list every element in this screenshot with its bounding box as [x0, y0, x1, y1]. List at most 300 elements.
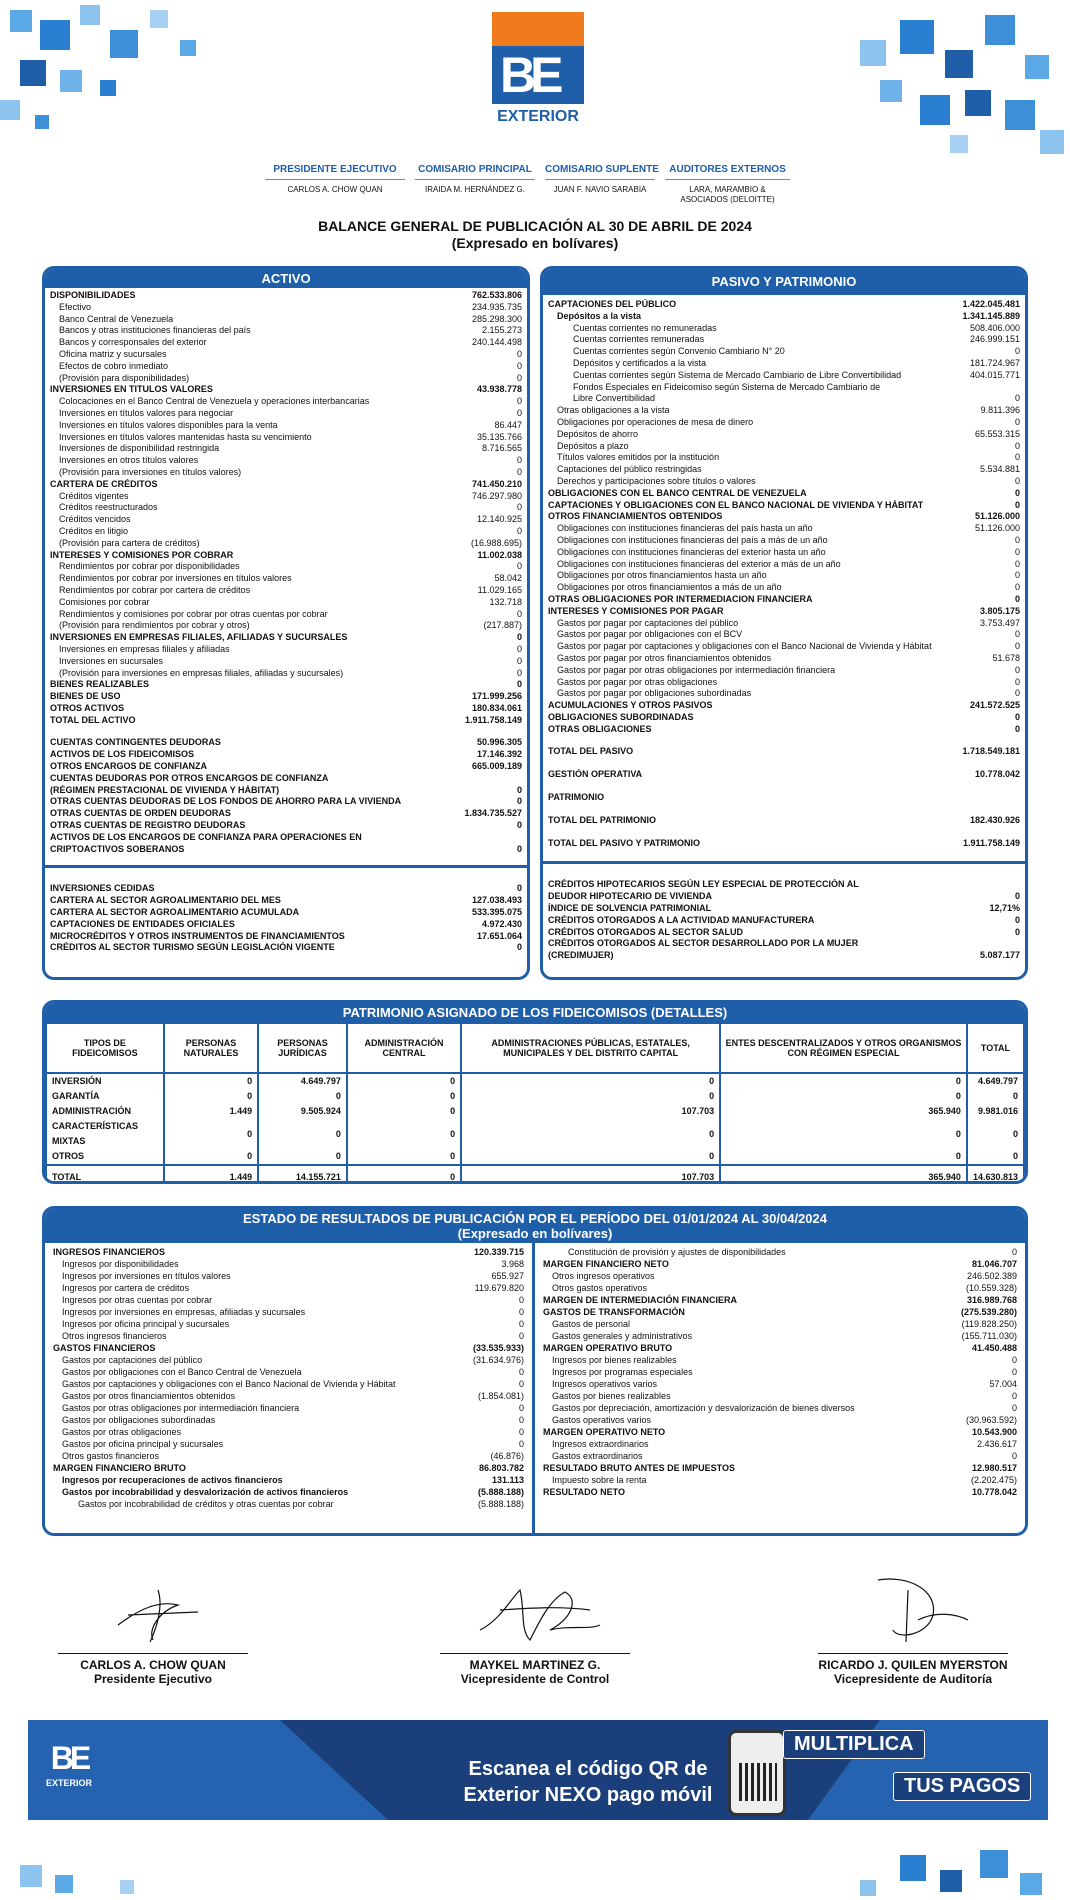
line-item [548, 606, 1020, 618]
line-item-value: 0 [1011, 1403, 1017, 1413]
line-item [50, 749, 522, 761]
column-header: ENTES DESCENTRALIZADOS Y OTROS ORGANISMOS CON RÉGIMEN ESPECIAL [720, 1023, 967, 1073]
line-item-value: 0 [518, 1427, 524, 1437]
line-item-value: 1.718.549.181 [962, 746, 1020, 757]
line-item-label: Cuentas corrientes según Sistema de Mercado Cambiario de Libre Convertibilidad [573, 369, 902, 380]
line-item-label: OBLIGACIONES CON EL BANCO CENTRAL DE VENEZUELA [548, 487, 807, 498]
table-cell: 0 [164, 1073, 258, 1089]
officer-name: IRAIDA M. HERNÁNDEZ G. [424, 185, 525, 194]
line-item-label: Otras obligaciones a la vista [557, 405, 670, 416]
officer-comisario-principal [415, 164, 535, 195]
column-header: ADMINISTRACIÓN CENTRAL [347, 1023, 461, 1073]
line-item-label: GASTOS DE TRANSFORMACIÓN [543, 1307, 685, 1317]
signature-1-name: CARLOS A. CHOW QUAN [80, 1658, 226, 1672]
line-item-label: Captaciones del público restringidas [557, 464, 702, 475]
line-item-value: 0 [1011, 1391, 1017, 1401]
line-item-value: 0 [516, 466, 522, 477]
line-item-label: Otros ingresos operativos [552, 1271, 655, 1281]
line-item-value: 0 [1014, 570, 1020, 581]
line-item-value: 0 [516, 372, 522, 383]
line-item-value: 5.087.177 [979, 950, 1020, 961]
column-header: PERSONAS JURÍDICAS [258, 1023, 347, 1073]
line-item-value: 0 [516, 883, 522, 894]
table-cell: 0 [164, 1149, 258, 1164]
line-item-value: (1.854.081) [477, 1391, 524, 1401]
line-item [50, 420, 522, 432]
line-item-label: Gastos por captaciones y obligaciones con el Banco Nacional de Vivienda y Hábitat [62, 1379, 396, 1389]
table-row [46, 1104, 1024, 1119]
line-item-label: BIENES DE USO [50, 691, 121, 702]
line-item-value: (16.988.695) [470, 537, 522, 548]
line-item-label: Obligaciones con instituciones financieras del exterior a más de un año [557, 558, 841, 569]
line-item-value: 0 [1014, 499, 1020, 510]
line-item [548, 511, 1020, 523]
line-item [543, 1402, 1017, 1414]
table-cell: 365.940 [720, 1104, 967, 1119]
table-cell: 4.649.797 [967, 1073, 1024, 1089]
line-item-label: Efectos de cobro inmediato [59, 360, 169, 371]
line-item-label: INGRESOS FINANCIEROS [53, 1247, 166, 1257]
line-item-label: (Provisión para rendimientos por cobrar y otros) [59, 620, 250, 631]
line-item-value: 58.042 [494, 573, 522, 584]
line-item [543, 1438, 1017, 1450]
line-item [50, 502, 522, 514]
line-item [548, 712, 1020, 724]
line-item [548, 915, 1020, 927]
line-item-value: 0 [1011, 1451, 1017, 1461]
line-item-label: OTRAS CUENTAS DE ORDEN DEUDORAS [50, 808, 231, 819]
line-item-value: 246.502.389 [966, 1271, 1017, 1281]
line-item-label: Colocaciones en el Banco Central de Venezuela y operaciones interbancarias [59, 396, 370, 407]
line-item [50, 844, 522, 856]
line-item-label: BIENES REALIZABLES [50, 679, 150, 690]
line-item-value: (275.539.280) [960, 1307, 1017, 1317]
line-item [50, 632, 522, 644]
line-item-value: 171.999.256 [471, 691, 522, 702]
line-item-label: Depósitos y certificados a la vista [573, 357, 707, 368]
line-item-value: 0 [516, 796, 522, 807]
line-item [53, 1474, 524, 1486]
line-item-label: Gastos por pagar por otros financiamientos obtenidos [557, 652, 772, 663]
line-item-label: Gastos por pagar por captaciones del público [557, 617, 739, 628]
signature-3 [818, 1570, 1008, 1686]
line-item-label: Gastos por incobrabilidad de créditos y otras cuentas por cobrar [78, 1499, 334, 1509]
line-item-value: 0 [516, 348, 522, 359]
line-item-label: Ingresos por cartera de créditos [62, 1283, 190, 1293]
line-item-value: 0 [516, 561, 522, 572]
line-item-label: Gastos de personal [552, 1319, 631, 1329]
line-item-label: OBLIGACIONES SUBORDINADAS [548, 711, 694, 722]
line-item-value: 0 [1011, 1247, 1017, 1257]
line-item-value: 57.004 [989, 1379, 1017, 1389]
line-item-value: 5.534.881 [979, 464, 1020, 475]
line-item-label: CUENTAS CONTINGENTES DEUDORAS [50, 737, 221, 748]
qr-code-icon [739, 1763, 777, 1801]
line-item-value: 0 [516, 643, 522, 654]
pasivo-rows [543, 297, 1025, 851]
line-item-value: 0 [1014, 534, 1020, 545]
line-item [543, 1414, 1017, 1426]
line-item [548, 523, 1020, 535]
line-item [548, 464, 1020, 476]
table-cell: 0 [164, 1119, 258, 1149]
line-item-value: (217.887) [483, 620, 522, 631]
line-item [50, 455, 522, 467]
line-item-value: 0 [516, 525, 522, 536]
officer-role: COMISARIO SUPLENTE [545, 164, 655, 180]
line-item-label: Gastos por bienes realizables [552, 1391, 671, 1401]
table-cell: 4.649.797 [258, 1073, 347, 1089]
table-cell: 0 [720, 1073, 967, 1089]
line-item-label: PATRIMONIO [548, 792, 605, 803]
line-item [53, 1366, 524, 1378]
signature-1-scribble [58, 1570, 248, 1648]
line-item [548, 441, 1020, 453]
line-item-value: 0 [1014, 440, 1020, 451]
line-item-value: 41.450.488 [971, 1343, 1017, 1353]
line-item [548, 488, 1020, 500]
line-item-value: 0 [1014, 593, 1020, 604]
line-item-value: 43.938.778 [476, 384, 522, 395]
line-item [548, 641, 1020, 653]
officer-role: COMISARIO PRINCIPAL [415, 164, 535, 180]
line-item-value: 120.339.715 [473, 1247, 524, 1257]
line-item-label: Gastos por obligaciones con el Banco Central de Venezuela [62, 1367, 302, 1377]
resultados-right-column [535, 1243, 1025, 1536]
line-item-label: Depósitos a plazo [557, 440, 629, 451]
line-item-value: 762.533.806 [471, 290, 522, 300]
fideicomisos-header: PATRIMONIO ASIGNADO DE LOS FIDEICOMISOS (DETALLES) [45, 1003, 1025, 1022]
line-item-label: Otros gastos financieros [62, 1451, 160, 1461]
line-item [548, 927, 1020, 939]
line-item [543, 1282, 1017, 1294]
line-item [53, 1462, 524, 1474]
line-item-label: Bancos y corresponsales del exterior [59, 337, 207, 348]
line-item-label: OTRAS OBLIGACIONES [548, 723, 652, 734]
line-item-value: 0 [1014, 546, 1020, 557]
line-item [53, 1270, 524, 1282]
line-item-label: CRÉDITOS HIPOTECARIOS SEGÚN LEY ESPECIAL DE PROTECCIÓN AL [548, 879, 859, 890]
line-item [548, 629, 1020, 641]
line-item-value: 12.980.517 [971, 1463, 1017, 1473]
signature-1 [58, 1570, 248, 1686]
line-item-value: 86.803.782 [478, 1463, 524, 1473]
line-item-label: CRÉDITOS OTORGADOS A LA ACTIVIDAD MANUFACTURERA [548, 914, 815, 925]
line-item [548, 618, 1020, 630]
line-item-value: 2.436.617 [976, 1439, 1017, 1449]
line-item-label: OTRAS CUENTAS DE REGISTRO DEUDORAS [50, 820, 246, 831]
officer-presidente [265, 164, 405, 195]
line-item [50, 302, 522, 314]
line-item-label: TOTAL DEL PASIVO Y PATRIMONIO [548, 837, 701, 848]
line-item-value [1016, 792, 1020, 804]
line-item-value: 0 [518, 1307, 524, 1317]
line-item-value: 0 [516, 455, 522, 466]
line-item-value: 0 [1014, 582, 1020, 593]
banner-line-1: Escanea el código QR de [468, 1758, 708, 1780]
line-item-value: (155.711.030) [961, 1331, 1017, 1341]
line-item-value: 0 [518, 1295, 524, 1305]
signature-3-line [818, 1653, 1008, 1654]
line-item-value: 11.002.038 [477, 549, 522, 560]
officer-role: PRESIDENTE EJECUTIVO [265, 164, 405, 180]
activo-panel [42, 266, 530, 980]
line-item [548, 417, 1020, 429]
line-item [548, 879, 1020, 891]
officer-auditores [665, 164, 790, 205]
officer-name: JUAN F. NAVIO SARABIA [553, 185, 647, 194]
table-row [46, 1073, 1024, 1089]
line-item-value: 182.430.926 [969, 814, 1020, 825]
line-item-value: 0 [1014, 891, 1020, 902]
resultados-columns [45, 1243, 1025, 1536]
line-item-label: ACUMULACIONES Y OTROS PASIVOS [548, 700, 713, 711]
line-item-value: 0 [1014, 475, 1020, 486]
line-item-label: TOTAL DEL PATRIMONIO [548, 814, 656, 825]
line-item [50, 796, 522, 808]
line-item-value: (46.876) [490, 1451, 524, 1461]
line-item [548, 323, 1020, 335]
line-item-value: 0 [516, 784, 522, 795]
column-header: TOTAL [967, 1023, 1024, 1073]
line-item [548, 594, 1020, 606]
line-item-label: OTRAS CUENTAS DEUDORAS DE LOS FONDOS DE AHORRO PARA LA VIVIENDA [50, 796, 402, 807]
line-item-label: Rendimientos por cobrar por disponibilidades [59, 561, 240, 572]
line-item-label: Gastos extraordinarios [552, 1451, 643, 1461]
logo-wordmark: EXTERIOR [497, 108, 579, 125]
line-item-label: Gastos por oficina principal y sucursales [62, 1439, 224, 1449]
table-cell: 107.703 [461, 1165, 720, 1184]
officer-role: AUDITORES EXTERNOS [665, 164, 790, 180]
line-item-label: Inversiones en empresas filiales y afiliadas [59, 643, 230, 654]
line-item [543, 1354, 1017, 1366]
table-cell: 365.940 [720, 1165, 967, 1184]
line-item-value: (119.828.250) [961, 1319, 1017, 1329]
line-item-value: 17.146.392 [476, 749, 522, 760]
line-item [548, 688, 1020, 700]
logo-orange-block [492, 12, 584, 46]
line-item [548, 476, 1020, 488]
line-item [50, 361, 522, 373]
line-item-value: 50.996.305 [476, 737, 522, 748]
logo-mark [492, 46, 584, 104]
spacer [548, 804, 1020, 815]
line-item-label: Depósitos a la vista [557, 310, 642, 321]
signature-3-name: RICARDO J. QUILEN MYERSTON [818, 1658, 1008, 1672]
line-item-label: Ingresos por inversiones en títulos valores [62, 1271, 231, 1281]
line-item-label: (Provisión para inversiones en empresas filiales, afiliadas y sucursales) [59, 667, 344, 678]
banner-tag-tus-pagos: TUS PAGOS [893, 1772, 1031, 1801]
banner-logo-mark: BE [50, 1740, 88, 1776]
line-item [50, 384, 522, 396]
line-item-value: 3.805.175 [979, 605, 1020, 616]
line-item-value: 0 [518, 1319, 524, 1329]
line-item-value: 17.651.064 [476, 930, 522, 941]
line-item-value: 0 [516, 407, 522, 418]
fideicomisos-header-row [46, 1023, 1024, 1073]
line-item-value: 0 [518, 1439, 524, 1449]
line-item-value: (30.963.592) [965, 1415, 1017, 1425]
line-item-label: Otros gastos operativos [552, 1283, 648, 1293]
line-item-label: OTROS FINANCIAMIENTOS OBTENIDOS [548, 511, 723, 522]
line-item-label: Créditos vencidos [59, 514, 131, 525]
line-item-label: (Provisión para cartera de créditos) [59, 537, 200, 548]
line-item-label: MARGEN OPERATIVO BRUTO [543, 1343, 673, 1353]
table-cell: 0 [258, 1119, 347, 1149]
line-item-label: Rendimientos y comisiones por cobrar por otras cuentas por cobrar [59, 608, 328, 619]
pasivo-panel [540, 266, 1028, 980]
line-item-label: Ingresos por otras cuentas por cobrar [62, 1295, 213, 1305]
line-item [548, 938, 1020, 950]
table-cell: 0 [164, 1089, 258, 1104]
line-item [50, 337, 522, 349]
line-item-value: 0 [516, 632, 522, 643]
line-item-label: Efectivo [59, 301, 92, 312]
line-item [543, 1450, 1017, 1462]
line-item [53, 1342, 524, 1354]
line-item-value: 51.126.000 [974, 523, 1020, 534]
column-header: ADMINISTRACIONES PÚBLICAS, ESTATALES, MUNICIPALES Y DEL DISTRITO CAPITAL [461, 1023, 720, 1073]
line-item-value: 746.297.980 [471, 490, 522, 501]
line-item-label: CARTERA DE CRÉDITOS [50, 478, 158, 489]
table-cell: CARACTERÍSTICAS MIXTAS [46, 1119, 164, 1149]
line-item [50, 773, 522, 785]
line-item-value: 241.572.525 [969, 700, 1020, 711]
line-item-value: 0 [518, 1415, 524, 1425]
line-item-label: CARTERA AL SECTOR AGROALIMENTARIO ACUMULADA [50, 907, 300, 918]
line-item-label: Inversiones en títulos valores para negociar [59, 407, 234, 418]
table-cell: 0 [258, 1149, 347, 1164]
fideicomisos-panel [42, 1000, 1028, 1184]
line-item [548, 653, 1020, 665]
line-item-label: Libre Convertibilidad [573, 393, 656, 404]
line-item [548, 724, 1020, 736]
line-item [53, 1378, 524, 1390]
line-item [548, 547, 1020, 559]
line-item-label: ACTIVOS DE LOS ENCARGOS DE CONFIANZA PARA OPERACIONES EN [50, 831, 362, 842]
activo-extra-rows [45, 871, 527, 956]
banner-logo-word: EXTERIOR [45, 1778, 92, 1788]
line-item-label: Ingresos por recuperaciones de activos financieros [62, 1475, 283, 1485]
line-item-label: GASTOS FINANCIEROS [53, 1343, 156, 1353]
table-cell: 107.703 [461, 1104, 720, 1119]
line-item [548, 452, 1020, 464]
line-item [50, 290, 522, 302]
line-item-label: Ingresos por inversiones en empresas, afiliadas y sucursales [62, 1307, 306, 1317]
line-item [548, 382, 1020, 394]
line-item-value: 0 [1014, 346, 1020, 357]
line-item [548, 346, 1020, 358]
line-item-value: 0 [516, 502, 522, 513]
line-item [548, 700, 1020, 712]
line-item [53, 1390, 524, 1402]
line-item [543, 1330, 1017, 1342]
line-item-value: 0 [516, 942, 522, 953]
line-item-label: RESULTADO NETO [543, 1487, 626, 1497]
line-item [543, 1258, 1017, 1270]
line-item-label: Inversiones en títulos valores mantenidas hasta su vencimiento [59, 431, 312, 442]
line-item-label: MARGEN FINANCIERO BRUTO [53, 1463, 186, 1473]
line-item-label: Derechos y participaciones sobre títulos o valores [557, 475, 756, 486]
line-item-value: 0 [1011, 1367, 1017, 1377]
line-item [53, 1426, 524, 1438]
officer-name: CARLOS A. CHOW QUAN [287, 185, 383, 194]
line-item-value: 0 [516, 820, 522, 831]
table-cell: 0 [347, 1089, 461, 1104]
line-item-value: 1.911.758.149 [962, 837, 1020, 848]
officer-comisario-suplente [545, 164, 659, 195]
table-cell: 0 [720, 1149, 967, 1164]
line-item [50, 942, 522, 954]
spacer [50, 726, 522, 737]
line-item [50, 432, 522, 444]
line-item-label: Impuesto sobre la renta [552, 1475, 647, 1485]
line-item-value: 0 [1014, 629, 1020, 640]
line-item [53, 1258, 524, 1270]
line-item-value: 35.135.766 [476, 431, 522, 442]
line-item-label: MARGEN FINANCIERO NETO [543, 1259, 669, 1269]
resultados-header [45, 1209, 1025, 1243]
line-item [50, 396, 522, 408]
line-item [53, 1354, 524, 1366]
line-item [50, 550, 522, 562]
line-item-value: 51.126.000 [974, 511, 1020, 522]
line-item [548, 746, 1020, 758]
line-item-value: 316.989.768 [966, 1295, 1017, 1305]
line-item [53, 1282, 524, 1294]
line-item [50, 620, 522, 632]
signature-3-scribble [818, 1570, 1008, 1648]
decor-bottom [0, 1835, 1070, 1900]
line-item-label: Créditos reestructurados [59, 502, 158, 513]
line-item [543, 1378, 1017, 1390]
line-item [53, 1318, 524, 1330]
line-item-value [518, 773, 522, 785]
table-row [46, 1119, 1024, 1149]
activo-separator [45, 865, 527, 868]
table-row [46, 1089, 1024, 1104]
line-item-label: CAPTACIONES Y OBLIGACIONES CON EL BANCO NACIONAL DE VIVIENDA Y HÁBITAT [548, 499, 924, 510]
line-item-label: Inversiones en sucursales [59, 655, 164, 666]
title-line-1: BALANCE GENERAL DE PUBLICACIÓN AL 30 DE ABRIL DE 2024 [318, 218, 752, 234]
line-item-value: 0 [1014, 723, 1020, 734]
table-cell: 0 [347, 1073, 461, 1089]
line-item [548, 370, 1020, 382]
line-item [53, 1294, 524, 1306]
line-item-value: 127.038.493 [471, 895, 522, 906]
line-item [548, 334, 1020, 346]
line-item-value: 0 [516, 667, 522, 678]
line-item [50, 609, 522, 621]
line-item [50, 538, 522, 550]
line-item [50, 479, 522, 491]
line-item [50, 907, 522, 919]
line-item-value: 81.046.707 [971, 1259, 1017, 1269]
table-cell: 0 [347, 1149, 461, 1164]
line-item-label: Inversiones en otros títulos valores [59, 455, 199, 466]
line-item-label: Ingresos por disponibilidades [62, 1259, 179, 1269]
line-item [548, 358, 1020, 370]
line-item-value [518, 832, 522, 844]
line-item [543, 1318, 1017, 1330]
table-cell: 0 [347, 1119, 461, 1149]
line-item [548, 769, 1020, 781]
line-item-label: MARGEN DE INTERMEDIACIÓN FINANCIERA [543, 1295, 738, 1305]
resultados-panel [42, 1206, 1028, 1536]
line-item-label: Fondos Especiales en Fideicomiso según Sistema de Mercado Cambiario de [573, 381, 881, 392]
line-item [50, 314, 522, 326]
line-item-label: MICROCRÉDITOS Y OTROS INSTRUMENTOS DE FINANCIAMIENTOS [50, 930, 345, 941]
